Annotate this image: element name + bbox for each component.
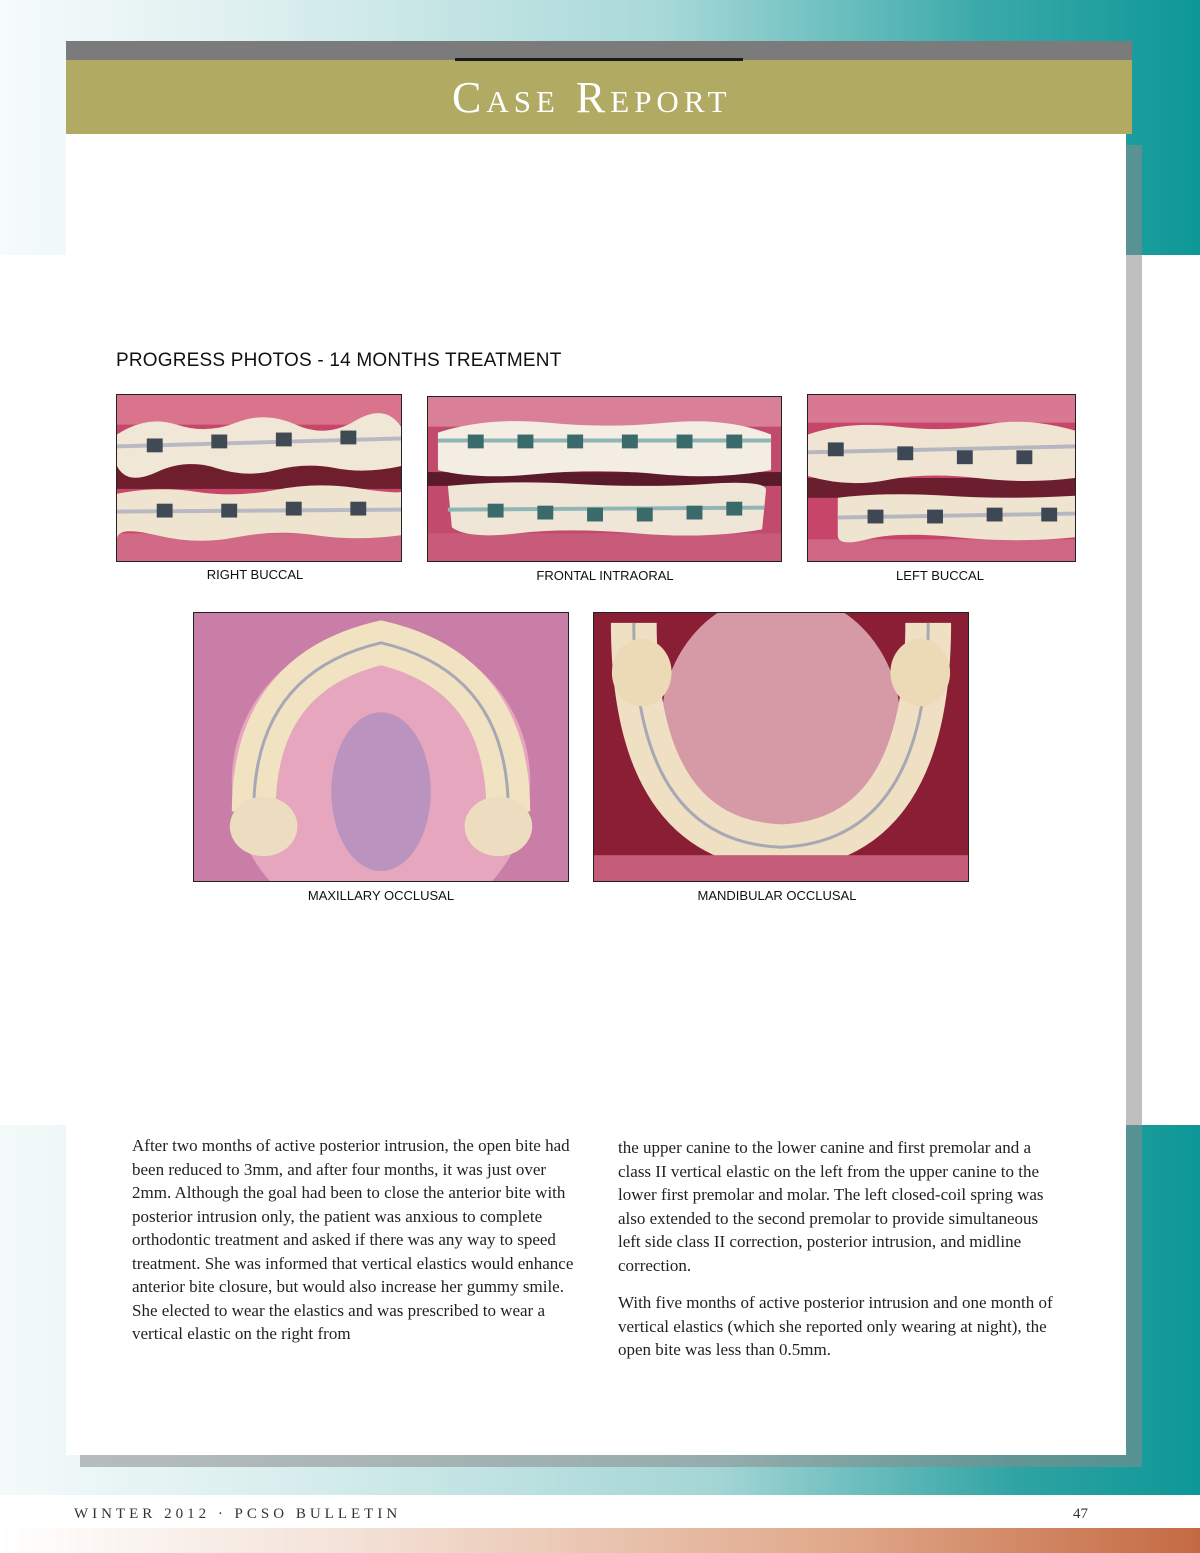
body-paragraph: With five months of active posterior intrusion and one month of vertical elastics (which she reported only wearing at night), the open bite was less than 0.5mm.	[618, 1293, 1053, 1359]
photo-maxillary-occlusal	[193, 612, 569, 882]
caption-maxillary-occlusal: MAXILLARY OCCLUSAL	[307, 888, 455, 903]
body-column-right	[618, 1136, 1063, 1376]
photo-mandibular-occlusal	[593, 612, 969, 882]
page-title: Case Report	[452, 73, 732, 122]
body-column-left	[132, 1134, 584, 1360]
footer-publication: WINTER 2012 · PCSO BULLETIN	[74, 1506, 402, 1522]
caption-right-buccal: RIGHT BUCCAL	[206, 567, 304, 582]
footer-page-number: 47	[1073, 1506, 1088, 1522]
photo-frontal-intraoral	[427, 396, 782, 562]
caption-frontal-intraoral: FRONTAL INTRAORAL	[536, 568, 674, 583]
bottom-color-stripe	[0, 1528, 1200, 1553]
body-paragraph: the upper canine to the lower canine and first premolar and a class II vertical elastic on the left from the upper canine to the lower first premolar and molar. The left closed-coil spring was also extended to the second premolar to provide simultaneous left side class II correction, posterior intrusion, and midline correction.	[618, 1138, 1044, 1275]
body-paragraph: After two months of active posterior intrusion, the open bite had been reduced to 3mm, and after four months, it was just over 2mm. Although the goal had been to close the anterior bite with posterior intrusion only, the patient was anxious to complete orthodontic treatment and asked if there was any way to speed treatment. She was informed that vertical elastics would enhance anterior bite closure, but would also increase her gummy smile. She elected to wear the elastics and was prescribed to wear a vertical elastic on the right from	[132, 1136, 574, 1343]
caption-mandibular-occlusal: MANDIBULAR OCCLUSAL	[697, 888, 857, 903]
caption-left-buccal: LEFT BUCCAL	[896, 568, 984, 583]
title-rule	[455, 58, 743, 61]
photo-left-buccal	[807, 394, 1076, 562]
section-heading: PROGRESS PHOTOS - 14 MONTHS TREATMENT	[116, 350, 562, 371]
photo-right-buccal	[116, 394, 402, 562]
